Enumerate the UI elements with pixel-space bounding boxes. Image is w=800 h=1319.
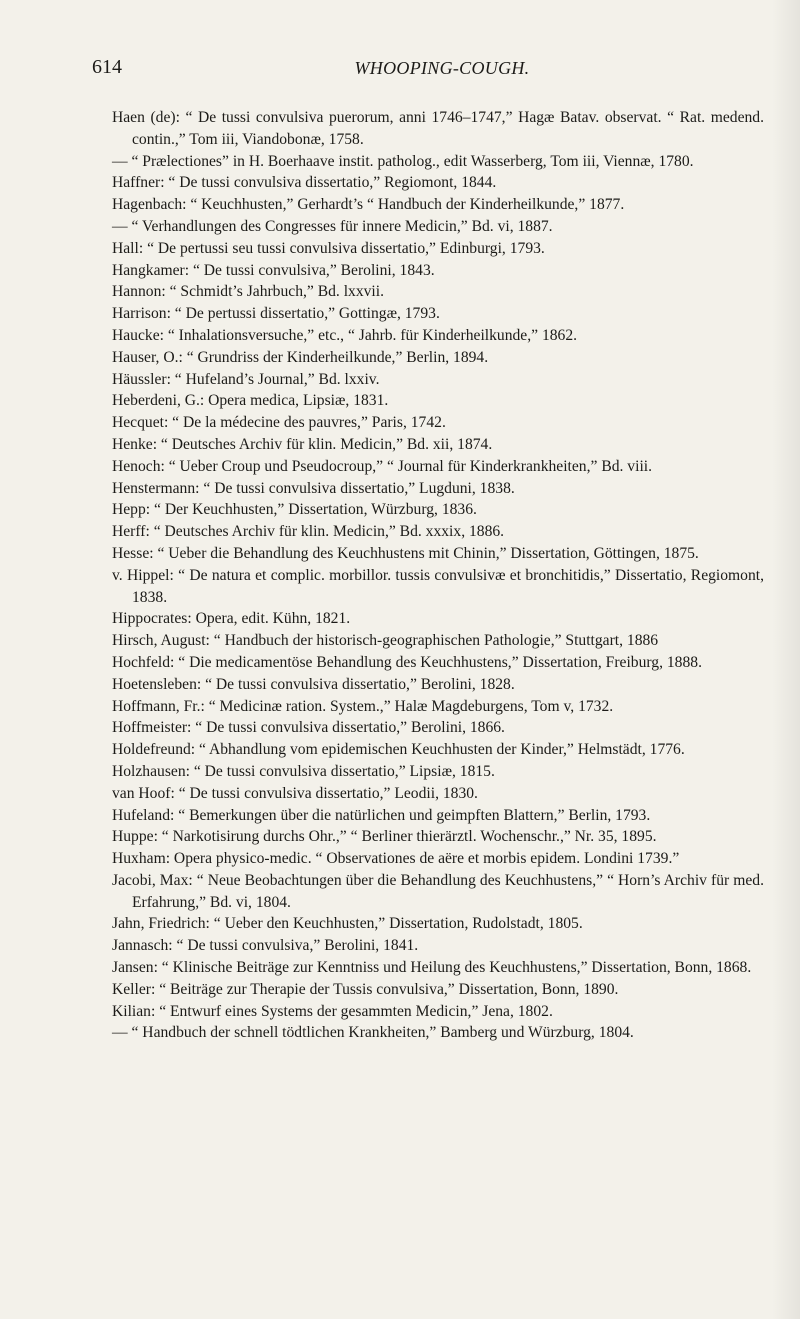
reference-entry: Hecquet: “ De la médecine des pauvres,” Paris, 1742. xyxy=(112,414,446,432)
reference-entry: Hesse: “ Ueber die Behandlung des Keuchhustens mit Chinin,” Dissertation, Göttingen, 1875. xyxy=(112,544,699,562)
reference-entry: Kilian: “ Entwurf eines Systems der gesammten Medicin,” Jena, 1802. xyxy=(112,1002,553,1020)
reference-entry: Hufeland: “ Bemerkungen über die natürlichen und geimpften Blattern,” Berlin, 1793. xyxy=(112,806,651,824)
reference-entry: van Hoof: “ De tussi convulsiva dissertatio,” Leodii, 1830. xyxy=(112,784,478,802)
page-header xyxy=(92,56,764,82)
reference-entry: v. Hippel: “ De natura et complic. morbillor. tussis convulsivæ et bronchitidis,” Dissertatio, Regiomont, 1838. xyxy=(112,566,764,606)
reference-entry: Hepp: “ Der Keuchhusten,” Dissertation, Würzburg, 1836. xyxy=(112,501,477,519)
reference-entry: Hochfeld: “ Die medicamentöse Behandlung des Keuchhustens,” Dissertation, Freiburg, 1888. xyxy=(112,653,702,671)
reference-entry: Haen (de): “ De tussi convulsiva puerorum, anni 1746–1747,” Hagæ Batav. observat. “ Rat. medend. contin.,” Tom iii, Viandobonæ, 1758. xyxy=(112,109,764,148)
page-edge-shadow xyxy=(772,0,800,1319)
reference-entry: Haucke: “ Inhalationsversuche,” etc., “ Jahrb. für Kinderheilkunde,” 1862. xyxy=(112,326,578,344)
reference-entry: Jacobi, Max: “ Neue Beobachtungen über die Behandlung des Keuchhustens,” “ Horn’s Archiv für med. Erfahrung,” Bd. vi, 1804. xyxy=(112,871,764,911)
reference-entry: Hangkamer: “ De tussi convulsiva,” Berolini, 1843. xyxy=(112,261,435,279)
reference-entry: Huppe: “ Narkotisirung durchs Ohr.,” “ Berliner thierärztl. Wochenschr.,” Nr. 35, 1895. xyxy=(112,828,657,846)
reference-entry: Huxham: Opera physico-medic. “ Observationes de aëre et morbis epidem. Londini 1739.” xyxy=(112,850,680,868)
reference-entry: Hippocrates: Opera, edit. Kühn, 1821. xyxy=(112,610,351,628)
bibliography-list xyxy=(112,107,764,1044)
reference-entry: — “ Verhandlungen des Congresses für innere Medicin,” Bd. vi, 1887. xyxy=(112,217,553,235)
reference-entry: Hauser, O.: “ Grundriss der Kinderheilkunde,” Berlin, 1894. xyxy=(112,348,489,366)
reference-entry: Herff: “ Deutsches Archiv für klin. Medicin,” Bd. xxxix, 1886. xyxy=(112,523,505,541)
reference-entry: Hoffmeister: “ De tussi convulsiva dissertatio,” Berolini, 1866. xyxy=(112,719,505,737)
reference-entry: Henke: “ Deutsches Archiv für klin. Medicin,” Bd. xii, 1874. xyxy=(112,435,493,453)
reference-entry: Henstermann: “ De tussi convulsiva dissertatio,” Lugduni, 1838. xyxy=(112,479,515,497)
reference-entry: Haffner: “ De tussi convulsiva dissertatio,” Regiomont, 1844. xyxy=(112,174,497,192)
reference-entry: Keller: “ Beiträge zur Therapie der Tussis convulsiva,” Dissertation, Bonn, 1890. xyxy=(112,980,619,998)
reference-entry: Jannasch: “ De tussi convulsiva,” Berolini, 1841. xyxy=(112,937,419,955)
reference-entry: Jahn, Friedrich: “ Ueber den Keuchhusten,” Dissertation, Rudolstadt, 1805. xyxy=(112,915,583,933)
reference-entry: Hagenbach: “ Keuchhusten,” Gerhardt’s “ Handbuch der Kinderheilkunde,” 1877. xyxy=(112,196,625,214)
reference-entry: — “ Prælectiones” in H. Boerhaave instit. patholog., edit Wasserberg, Tom iii, Viennæ, 1780. xyxy=(112,152,694,170)
reference-entry: Hoffmann, Fr.: “ Medicinæ ration. System.,” Halæ Magdeburgens, Tom v, 1732. xyxy=(112,697,614,715)
reference-entry: Jansen: “ Klinische Beiträge zur Kenntniss und Heilung des Keuchhustens,” Dissertation, Bonn, 1868. xyxy=(112,959,752,977)
reference-entry: Hall: “ De pertussi seu tussi convulsiva dissertatio,” Edinburgi, 1793. xyxy=(112,239,545,257)
reference-entry: Holzhausen: “ De tussi convulsiva dissertatio,” Lipsiæ, 1815. xyxy=(112,762,495,780)
reference-entry: Henoch: “ Ueber Croup und Pseudocroup,” “ Journal für Kinderkrankheiten,” Bd. viii. xyxy=(112,457,653,475)
reference-entry: Hoetensleben: “ De tussi convulsiva dissertatio,” Berolini, 1828. xyxy=(112,675,515,693)
running-title: WHOOPING-COUGH. xyxy=(354,58,530,78)
reference-entry: Heberdeni, G.: Opera medica, Lipsiæ, 1831. xyxy=(112,392,389,410)
page-number: 614 xyxy=(92,56,122,78)
reference-entry: Harrison: “ De pertussi dissertatio,” Gottingæ, 1793. xyxy=(112,305,440,323)
reference-entry: — “ Handbuch der schnell tödtlichen Krankheiten,” Bamberg und Würzburg, 1804. xyxy=(112,1024,634,1042)
reference-entry: Hannon: “ Schmidt’s Jahrbuch,” Bd. lxxvii. xyxy=(112,283,384,301)
reference-entry: Holdefreund: “ Abhandlung vom epidemischen Keuchhusten der Kinder,” Helmstädt, 1776. xyxy=(112,741,685,759)
reference-entry: Häussler: “ Hufeland’s Journal,” Bd. lxxiv. xyxy=(112,370,380,388)
reference-entry: Hirsch, August: “ Handbuch der historisch-geographischen Pathologie,” Stuttgart, 1886 xyxy=(112,632,659,650)
